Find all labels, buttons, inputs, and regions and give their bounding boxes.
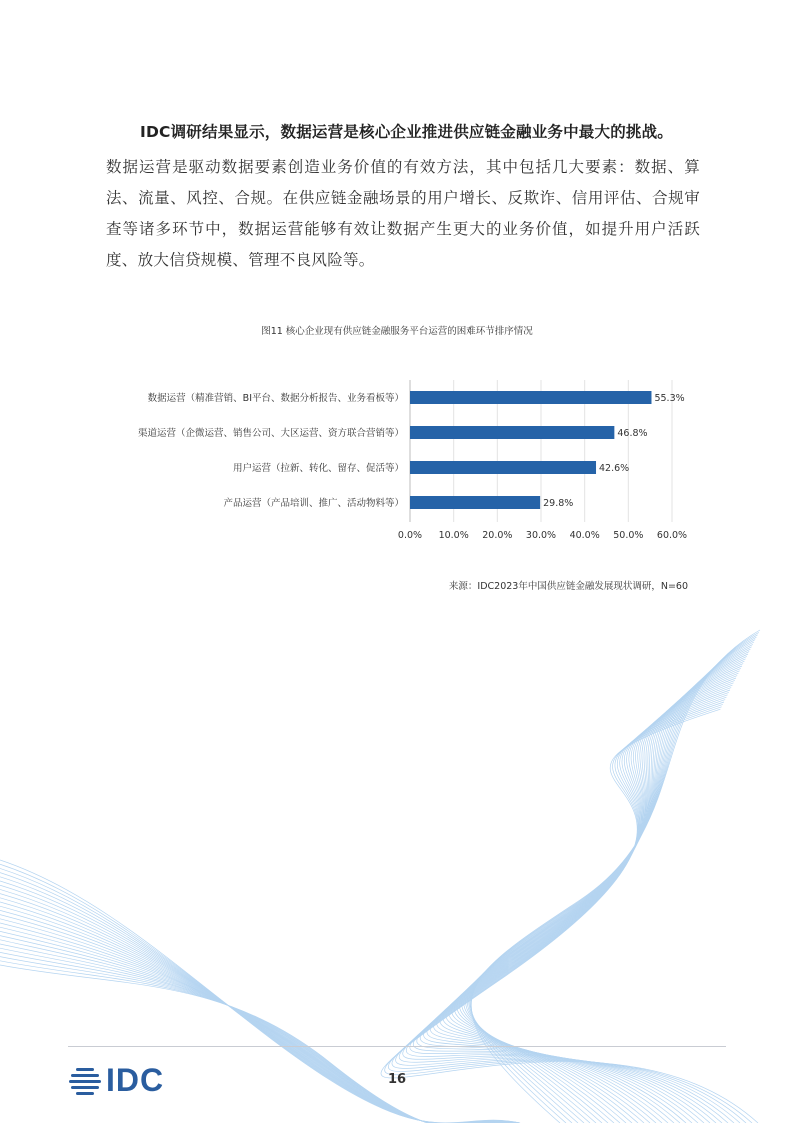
category-label: 渠道运营（企微运营、销售公司、大区运营、资方联合营销等） (137, 428, 404, 439)
x-tick-label: 30.0% (525, 530, 557, 540)
bar (410, 426, 614, 439)
lead-sentence: IDC调研结果显示，数据运营是核心企业推进供应链金融业务中最大的挑战。 (140, 123, 674, 141)
bar (410, 461, 596, 474)
category-label: 数据运营（精准营销、BI平台、数据分析报告、业务看板等） (147, 393, 404, 404)
page-number: 16 (387, 1072, 407, 1087)
x-tick-label: 0.0% (397, 530, 423, 540)
source-note: 来源：IDC2023年中国供应链金融发展现状调研，N=60 (448, 581, 688, 592)
x-tick-label: 20.0% (482, 530, 513, 540)
x-tick-label: 60.0% (656, 530, 688, 540)
bar (410, 391, 651, 404)
chart-title: 图11 核心企业现有供应链金融服务平台运营的困难环节排序情况 (261, 326, 533, 337)
x-tick-label: 50.0% (613, 530, 644, 540)
footer-divider (68, 1046, 726, 1047)
data-label: 46.8% (617, 428, 648, 439)
logo-text: IDC (106, 1062, 165, 1098)
data-label: 29.8% (543, 498, 574, 509)
body-paragraph: 数据运营是驱动数据要素创造业务价值的有效方法，其中包括几大要素：数据、算法、流量、风控、合规。在供应链金融场景的用户增长、反欺诈、信用评估、合规审查等诸多环节中，数据运营能够有效让数据产生更大的业务价值，如提升用户活跃度、放大信贷规模、管理不良风险等。 (106, 158, 700, 269)
x-tick-label: 10.0% (438, 530, 469, 540)
x-tick-label: 40.0% (569, 530, 600, 540)
category-label: 产品运营（产品培训、推广、活动物料等） (223, 498, 404, 509)
data-label: 55.3% (654, 393, 685, 404)
bar-chart (0, 370, 794, 540)
category-label: 用户运营（拉新、转化、留存、促活等） (232, 463, 404, 474)
bar (410, 496, 540, 509)
data-label: 42.6% (599, 463, 630, 474)
